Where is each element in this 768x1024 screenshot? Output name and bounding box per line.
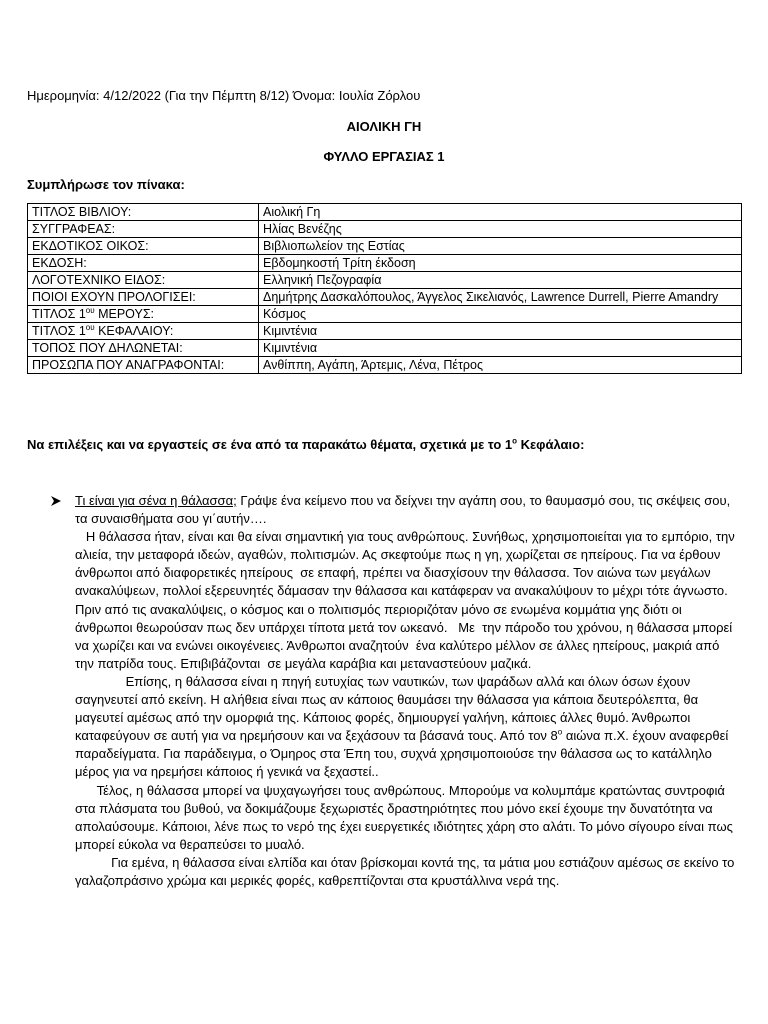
row-key: ΕΚΔΟΤΙΚΟΣ ΟΙΚΟΣ: [28, 238, 259, 255]
row-value: Βιβλιοπωλείον της Εστίας [259, 238, 742, 255]
task-heading-text: Κεφάλαιο: [517, 437, 585, 452]
row-value: Κιμιντένια [259, 323, 742, 340]
essay-paragraph: Η θάλασσα ήταν, είναι και θα είναι σημαντική για τους ανθρώπους. Συνήθως, χρησιμοποιείται για το εμπόριο, την αλιεία, την μεταφορά ιδεών, αγαθών, πολιτισμών. Ας σκεφτούμε πως η γη, χωρίζεται σε ηπείρους. Για να έρθουν άνθρωποι από διαφορετικές ηπείρους σε επαφή, πρέπει να διασχίσουν την θάλασσα. Τον αιώνα των μεγάλων ανακαλύψεων, πολλοί εξερευνητές δάμασαν την θάλασσα και κατάφεραν να ανακαλύψουν το μέχρι τότε άγνωστο. Πριν από τις ανακαλύψεις, ο κόσμος και ο πολιτισμός περιοριζόταν μόνο σε ενωμένα κομμάτια γης διότι οι άνθρωποι θεωρούσαν πως δεν υπάρχει τίποτα μετά τον ωκεανό. Με την πάροδο του χρόνου, η θάλασσα μπορεί να χωρίζει και να ενώνει οικογένειες. Άνθρωποι αναζητούν ένα καλύτερο μέλλον σε άλλες ηπείρους, μακριά από την πατρίδα τους. Επιβιβάζονται σε μεγάλα καράβια και μεταναστεύουν μαζικά. [75, 529, 739, 671]
row-key: ΠΡΟΣΩΠΑ ΠΟΥ ΑΝΑΓΡΑΦΟΝΤΑΙ: [28, 357, 259, 374]
essay-prompt: Γράψε ένα κείμενο που να δείχνει την αγάπη σου, το θαυμασμό σου, τις σκέψεις σου, τα συναισθήματα σου γι΄αυτήν…. [75, 493, 731, 527]
row-value: Κόσμος [259, 306, 742, 323]
essay-body [75, 492, 737, 890]
arrowhead-bullet-icon [50, 495, 62, 510]
row-key-text: ΚΕΦΑΛΑΙΟΥ: [94, 324, 174, 338]
ordinal-superscript: ου [85, 305, 95, 315]
row-value: Δημήτρης Δασκαλόπουλος, Άγγελος Σικελιανός, Lawrence Durrell, Pierre Amandry [259, 289, 742, 306]
table-row [28, 340, 742, 357]
row-value: Κιμιντένια [259, 340, 742, 357]
paragraph-text: Επίσης, η θάλασσα είναι η πηγή ευτυχίας των ναυτικών, των ψαράδων αλλά και όλων όσων έχουν σαγηνευτεί από εκείνη. Η αλήθεια είναι πως αν κάποιος θαυμάσει την θάλασσα για κάποια δευτερόλεπτα, θα μαγευτεί αμέσως από την ομορφιά της. Κάποιος φορές, δημιουργεί γαλήνη, κάποιες άλλες θυμό. Άνθρωποι καταφεύγουν σε αυτή για να ηρεμήσουν και να ξεχάσουν τα βάσανά τους. Από τον 8 [75, 673, 702, 744]
row-key: ΛΟΓΟΤΕΧΝΙΚΟ ΕΙΔΟΣ: [28, 272, 259, 289]
row-key: ΕΚΔΟΣΗ: [28, 255, 259, 272]
table-row [28, 289, 742, 306]
row-key [28, 306, 259, 323]
row-key: ΤΟΠΟΣ ΠΟΥ ΔΗΛΩΝΕΤΑΙ: [28, 340, 259, 357]
date-name-line: Ημερομηνία: 4/12/2022 (Για την Πέμπτη 8/12) Όνομα: Ιουλία Ζόρλου [27, 88, 421, 103]
essay-topic: Τι είναι για σένα η θάλασσα; [75, 493, 237, 508]
table-row [28, 255, 742, 272]
table-row [28, 238, 742, 255]
ordinal-superscript: ο [557, 727, 563, 737]
table-row [28, 272, 742, 289]
essay-intro [75, 492, 737, 528]
paragraph-text: αιώνα π.Χ. έχουν αναφερθεί παραδείγματα. Για παράδειγμα, ο Όμηρος στα Έπη του, συχνά χρησιμοποιούσε την θάλασσα ως το κατάλληλο μέρος για να ηρεμήσει κάποιος ή γενικά να ξεχαστεί.. [75, 728, 732, 780]
task-heading-text: Να επιλέξεις και να εργαστείς σε ένα από τα παρακάτω θέματα, σχετικά με το 1 [27, 437, 513, 452]
row-key-text: ΤΙΤΛΟΣ 1 [32, 324, 86, 338]
row-key: ΣΥΓΓΡΑΦΕΑΣ: [28, 221, 259, 238]
row-key [28, 323, 259, 340]
table-row [28, 221, 742, 238]
table-row [28, 204, 742, 221]
table-row [28, 357, 742, 374]
row-key-text: ΜΕΡΟΥΣ: [94, 307, 155, 321]
table-row [28, 306, 742, 323]
ordinal-superscript: ο [512, 436, 518, 446]
row-value: Ηλίας Βενέζης [259, 221, 742, 238]
book-info-table [27, 203, 742, 374]
essay-paragraph [75, 673, 737, 782]
worksheet-title: ΦΥΛΛΟ ΕΡΓΑΣΙΑΣ 1 [323, 149, 445, 164]
row-value: Ελληνική Πεζογραφία [259, 272, 742, 289]
row-value: Αιολική Γη [259, 204, 742, 221]
row-key: ΤΙΤΛΟΣ ΒΙΒΛΙΟΥ: [28, 204, 259, 221]
row-key-text: ΤΙΤΛΟΣ 1 [32, 307, 86, 321]
table-instruction: Συμπλήρωσε τον πίνακα: [27, 177, 185, 192]
task-heading [27, 437, 584, 452]
essay-paragraph: Τέλος, η θάλασσα μπορεί να ψυχαγωγήσει τους ανθρώπους. Μπορούμε να κολυμπάμε κρατώντας συντροφιά στα πλάσματα του βυθού, να δοκιμάζουμε ξεχωριστές δραστηριότητες που μόνο εκεί έχουμε την δυνατότητα να απολαύσουμε. Κάποιοι, λένε πως το νερό της έχει ευεργετικές ιδιότητες χάρη στο αλάτι. Το μόνο σίγουρο είναι πως μπορεί εύκολα να θεραπεύσει το μυαλό. [75, 782, 737, 852]
row-value: Ανθίππη, Αγάπη, Άρτεμις, Λένα, Πέτρος [259, 357, 742, 374]
essay-paragraph: Για εμένα, η θάλασσα είναι ελπίδα και όταν βρίσκομαι κοντά της, τα μάτια μου εστιάζουν αμέσως σε εκείνο το γαλαζοπράσινο χρώμα και μερικές φορές, καθρεπτίζονται στα κρυστάλλινα νερά της. [75, 854, 738, 888]
table-row [28, 323, 742, 340]
row-key: ΠΟΙΟΙ ΕΧΟΥΝ ΠΡΟΛΟΓΙΣΕΙ: [28, 289, 259, 306]
book-title: ΑΙΟΛΙΚΗ ΓΗ [346, 119, 422, 134]
ordinal-superscript: ου [85, 322, 95, 332]
row-value: Εβδομηκοστή Τρίτη έκδοση [259, 255, 742, 272]
